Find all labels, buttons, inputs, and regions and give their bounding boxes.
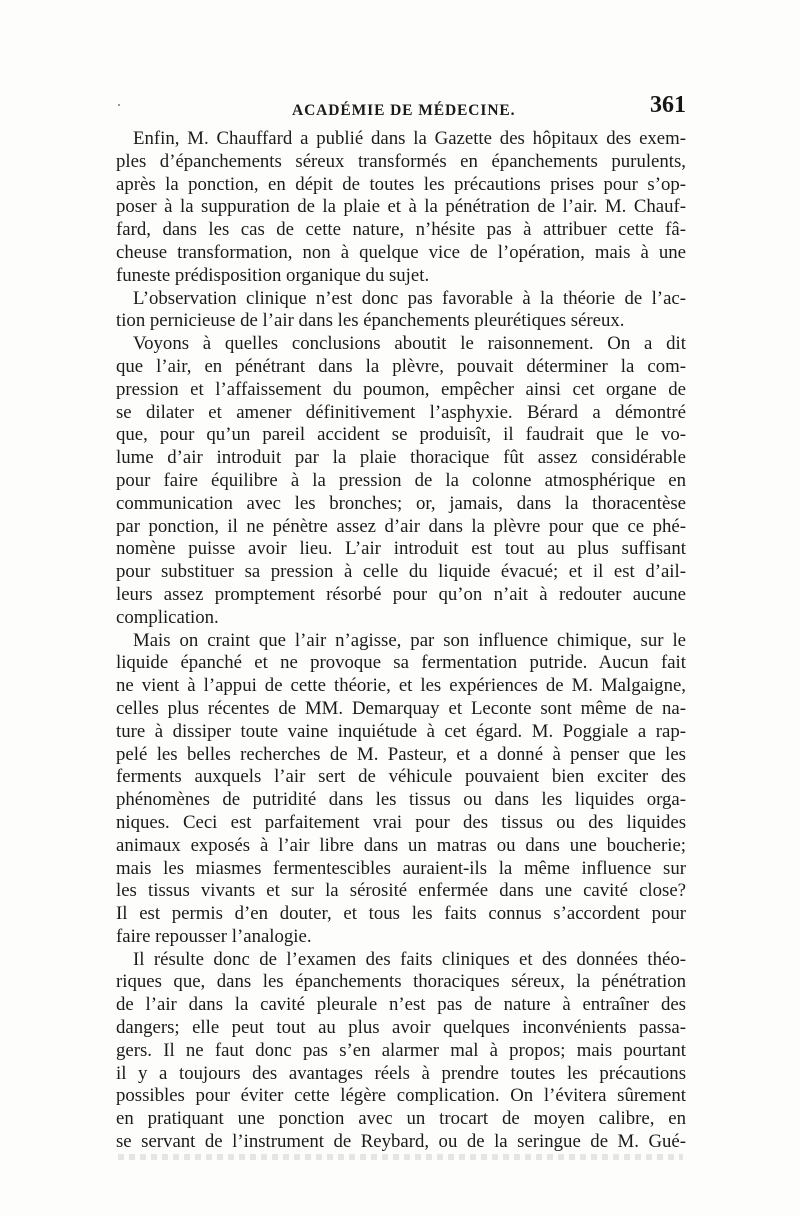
text-line: communication avec les bronches; or, jamais, dans la thoracentèse [116, 492, 686, 514]
text-line: il y a toujours des avantages réels à prendre toutes les précautions [116, 1062, 686, 1084]
text-line: Il résulte donc de l’examen des faits cliniques et des données théo- [133, 948, 686, 970]
text-line: possibles pour éviter cette légère complication. On l’évitera sûrement [116, 1085, 686, 1107]
text-line: funeste prédisposition organique du sujet. [116, 264, 430, 286]
text-line: phénomènes de putridité dans les tissus ou dans les liquides orga- [116, 789, 686, 811]
text-line: que, pour qu’un pareil accident se produisît, il faudrait que le vo- [116, 424, 686, 446]
text-line: ne vient à l’appui de cette théorie, et les expériences de M. Malgaigne, [116, 675, 686, 697]
text-line: Voyons à quelles conclusions aboutit le raisonnement. On a dit [133, 333, 686, 355]
text-line: tion pernicieuse de l’air dans les épanchements pleurétiques séreux. [116, 310, 625, 332]
text-line: dangers; elle peut tout au plus avoir quelques inconvénients passa- [116, 1017, 686, 1039]
text-line: pression et l’affaissement du poumon, empêcher ainsi cet organe de [116, 378, 686, 400]
text-line: L’observation clinique n’est donc pas favorable à la théorie de l’ac- [133, 287, 686, 309]
text-line: riques que, dans les épanchements thoraciques séreux, la pénétration [116, 971, 686, 993]
bleed-through-text [118, 1154, 683, 1160]
text-line: se dilater et amener définitivement l’asphyxie. Bérard a démontré [116, 401, 686, 423]
text-line: pelé les belles recherches de M. Pasteur, et a donné à penser que les [116, 743, 686, 765]
text-line: faire repousser l’analogie. [116, 925, 312, 947]
text-line: leurs assez promptement résorbé pour qu’on n’ait à redouter aucune [116, 583, 686, 605]
running-head [116, 92, 688, 124]
text-line: Mais on craint que l’air n’agisse, par son influence chimique, sur le [133, 629, 686, 651]
text-line: nomène puisse avoir lieu. L’air introduit est tout au plus suffisant [116, 538, 686, 560]
text-line: complication. [116, 606, 219, 628]
text-line: pour faire équilibre à la pression de la colonne atmosphérique en [116, 469, 686, 491]
text-line: lume d’air introduit par la plaie thoracique fût assez considérable [116, 447, 686, 469]
text-line: de l’air dans la cavité pleurale n’est pas de nature à entraîner des [116, 994, 686, 1016]
text-line: après la ponction, en dépit de toutes les précautions prises pour s’op- [116, 173, 686, 195]
text-line: par ponction, il ne pénètre assez d’air dans la plèvre pour que ce phé- [116, 515, 686, 537]
text-line: en pratiquant une ponction avec un trocart de moyen calibre, en [116, 1108, 686, 1130]
text-line: poser à la suppuration de la plaie et à la pénétration de l’air. M. Chauf- [116, 196, 686, 218]
text-line: ples d’épanchements séreux transformés en épanchements purulents, [116, 150, 686, 172]
text-line: mais les miasmes fermentescibles auraient-ils la même influence sur [116, 857, 686, 879]
text-line: animaux exposés à l’air libre dans un matras ou dans une boucherie; [116, 834, 686, 856]
text-line: que l’air, en pénétrant dans la plèvre, pouvait déterminer la com- [116, 355, 686, 377]
text-line: Il est permis d’en douter, et tous les faits connus s’accordent pour [116, 903, 686, 925]
text-line: celles plus récentes de MM. Demarquay et Leconte sont même de na- [116, 697, 686, 719]
running-title: ACADÉMIE DE MÉDECINE. [292, 102, 516, 119]
text-line: fard, dans les cas de cette nature, n’hésite pas à attribuer cette fâ- [116, 219, 686, 241]
page-number: 361 [650, 92, 686, 118]
text-line: Enfin, M. Chauffard a publié dans la Gazette des hôpitaux des exem- [133, 128, 686, 149]
body-text [116, 128, 686, 1154]
text-line: pour substituer sa pression à celle du liquide évacué; et il est d’ail- [116, 561, 686, 583]
text-line: cheuse transformation, non à quelque vice de l’opération, mais à une [116, 241, 686, 263]
text-line: les tissus vivants et sur la sérosité enfermée dans une cavité close? [116, 880, 686, 902]
text-line: ture à dissiper toute vaine inquiétude à cet égard. M. Poggiale a rap- [116, 720, 686, 742]
text-line: se servant de l’instrument de Reybard, ou de la seringue de M. Gué- [116, 1131, 686, 1153]
text-line: gers. Il ne faut donc pas s’en alarmer mal à propos; mais pourtant [116, 1039, 686, 1061]
text-line: niques. Ceci est parfaitement vrai pour des tissus ou des liquides [116, 811, 686, 833]
text-line: liquide épanché et ne provoque sa fermentation putride. Aucun fait [116, 652, 686, 674]
text-line: ferments auxquels l’air sert de véhicule pouvaient bien exciter des [116, 766, 686, 788]
